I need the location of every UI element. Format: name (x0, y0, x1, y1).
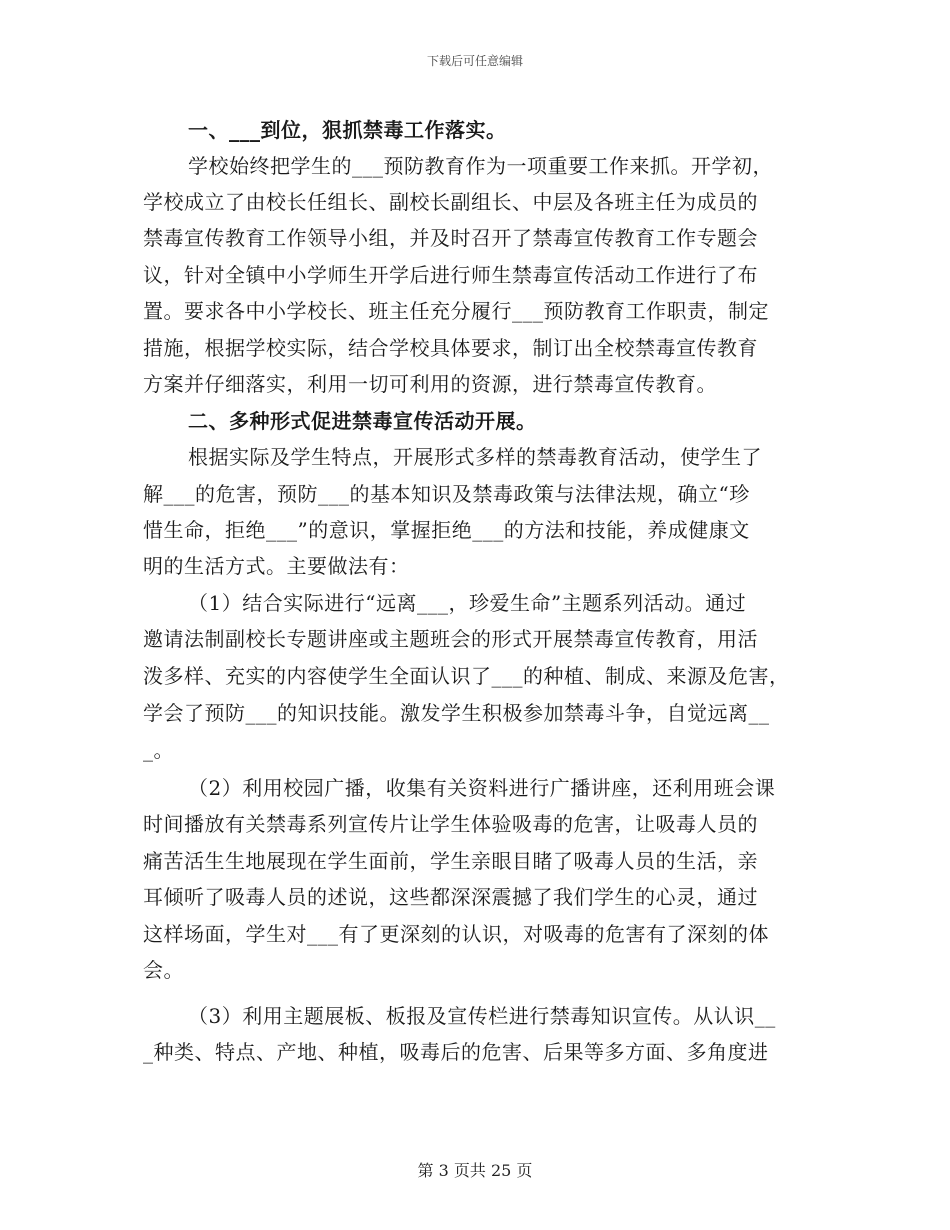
paragraph-line: 学会了预防___的知识技能。激发学生积极参加禁毒斗争，自觉远离__ (143, 701, 770, 725)
paragraph-line: _种类、特点、产地、种植，吸毒后的危害、后果等多方面、多角度进 (143, 1040, 769, 1064)
section-heading-2: 二、多种形式促进禁毒宣传活动开展。 (188, 409, 537, 433)
list-item-2: （2）利用校园广播，收集有关资料进行广播讲座，还利用班会课 (188, 776, 776, 800)
page-number: 第 3 页共 25 页 (417, 1161, 533, 1180)
paragraph-line: 这样场面，学生对___有了更深刻的认识，对吸毒的危害有了深刻的体 (143, 922, 769, 946)
section-heading-1: 一、___到位，狠抓禁毒工作落实。 (188, 118, 507, 142)
paragraph-line: 学校成立了由校长任组长、副校长副组长、中层及各班主任为成员的 (143, 190, 758, 214)
paragraph-line: 明的生活方式。主要做法有： (143, 554, 410, 578)
paragraph-line: 耳倾听了吸毒人员的述说，这些都深深震撼了我们学生的心灵，通过 (143, 885, 758, 909)
paragraph-line: 根据实际及学生特点，开展形式多样的禁毒教育活动，使学生了 (188, 445, 762, 469)
paragraph-line: 措施，根据学校实际，结合学校具体要求，制订出全校禁毒宣传教育 (143, 336, 758, 360)
paragraph-line: 时间播放有关禁毒系列宣传片让学生体验吸毒的危害，让吸毒人员的 (143, 812, 758, 836)
paragraph-line: 会。 (143, 958, 184, 982)
paragraph-line: 泼多样、充实的内容使学生全面认识了___的种植、制成、来源及危害， (143, 664, 790, 688)
paragraph-line: 禁毒宣传教育工作领导小组，并及时召开了禁毒宣传教育工作专题会 (143, 226, 758, 250)
paragraph-line: 置。要求各中小学校长、班主任充分履行___预防教育工作职责，制定 (143, 299, 769, 323)
list-item-3: （3）利用主题展板、板报及宣传栏进行禁毒知识宣传。从认识__ (188, 1004, 776, 1028)
list-item-1: （1）结合实际进行“远离___，珍爱生命”主题系列活动。通过 (188, 591, 747, 615)
paragraph-line: 方案并仔细落实，利用一切可利用的资源，进行禁毒宣传教育。 (143, 372, 717, 396)
paragraph-line: 议，针对全镇中小学师生开学后进行师生禁毒宣传活动工作进行了布 (143, 263, 758, 287)
paragraph-line: 痛苦活生生地展现在学生面前，学生亲眼目睹了吸毒人员的生活，亲 (143, 849, 758, 873)
page-header: 下载后可任意编辑 (426, 54, 523, 68)
paragraph-line: 邀请法制副校长专题讲座或主题班会的形式开展禁毒宣传教育，用活 (143, 627, 758, 651)
paragraph-line: _。 (143, 738, 174, 762)
paragraph-line: 学校始终把学生的___预防教育作为一项重要工作来抓。开学初， (188, 154, 773, 178)
paragraph-line: 解___的危害，预防___的基本知识及禁毒政策与法律法规，确立“珍 (143, 482, 750, 506)
paragraph-line: 惜生命，拒绝___”的意识，掌握拒绝___的方法和技能，养成健康文 (143, 518, 750, 542)
